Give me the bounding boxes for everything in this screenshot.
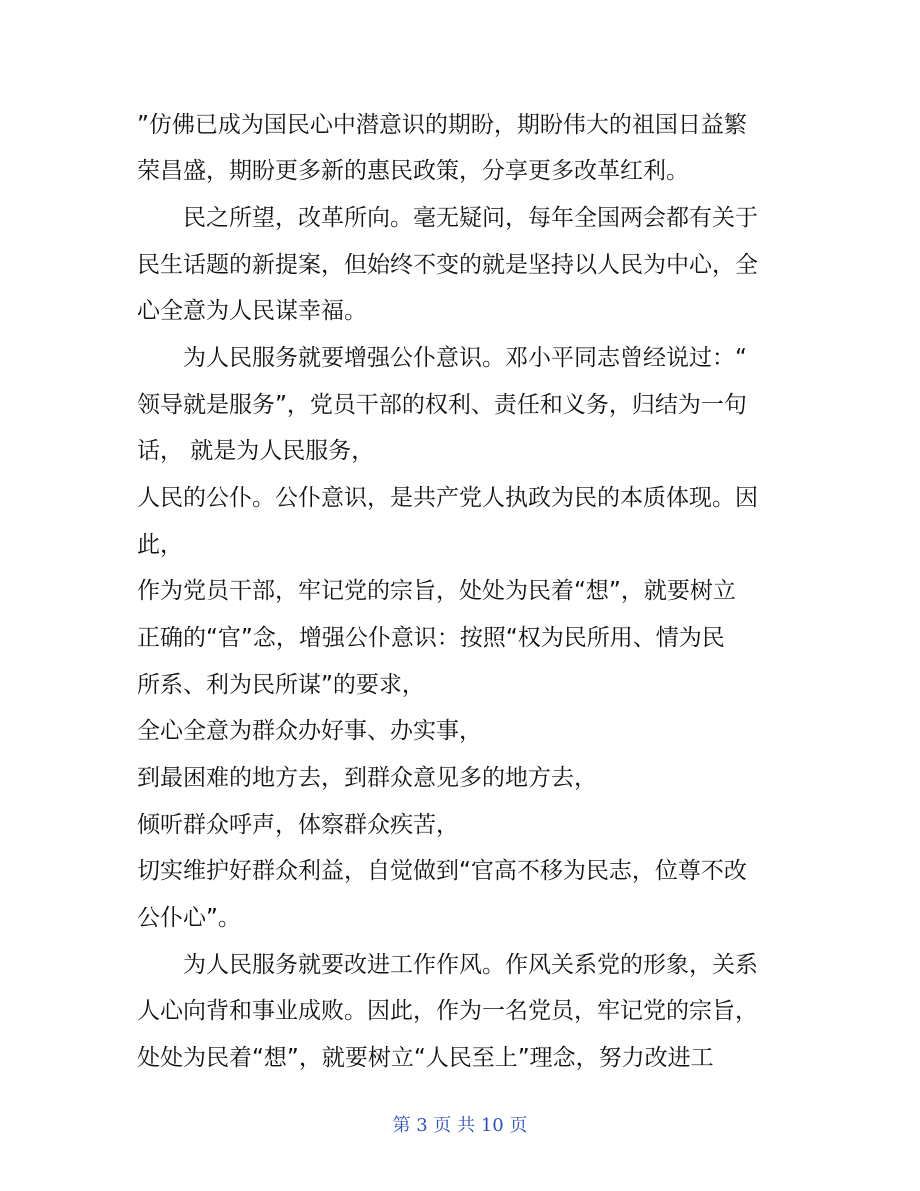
text-line: 公仆心”。 xyxy=(137,905,241,931)
text-line: ”仿佛已成为国民心中潜意识的期盼，期盼伟大的祖国日益繁 xyxy=(137,112,747,138)
text-line: 正确的“官”念，增强公仆意识：按照“权为民所用、情为民 xyxy=(137,625,725,651)
text-line: 此， xyxy=(137,532,183,558)
text-line: 人民的公仆。公仆意识，是共产党人执政为民的本质体现。因 xyxy=(137,485,758,511)
text-line: 处处为民着“想”，就要树立“人民至上”理念，努力改进工 xyxy=(137,1045,714,1071)
page-number-footer: 第 3 页 共 10 页 xyxy=(392,1115,528,1136)
text-line: 所系、利为民所谋”的要求， xyxy=(137,672,425,698)
text-line: 领导就是服务”，党员干部的权利、责任和义务，归结为一句 xyxy=(137,392,747,418)
text-line-paragraph-start: 为人民服务就要改进工作作风。作风关系党的形象，关系 xyxy=(183,952,758,978)
text-line: 荣昌盛，期盼更多新的惠民政策，分享更多改革红利。 xyxy=(137,158,689,184)
text-line: 作为党员干部，牢记党的宗旨，处处为民着“想”，就要树立 xyxy=(137,578,736,604)
text-line: 到最困难的地方去，到群众意见多的地方去， xyxy=(137,765,597,791)
text-line-paragraph-start: 为人民服务就要增强公仆意识。邓小平同志曾经说过：“ xyxy=(183,345,747,371)
text-line: 全心全意为群众办好事、办实事， xyxy=(137,718,482,744)
text-line: 人心向背和事业成败。因此，作为一名党员，牢记党的宗旨， xyxy=(137,998,758,1024)
text-line: 切实维护好群众利益，自觉做到“官高不移为民志，位尊不改 xyxy=(137,858,747,884)
text-line: 话， 就是为人民服务， xyxy=(137,438,375,464)
text-line: 倾听群众呼声，体察群众疾苦， xyxy=(137,812,459,838)
text-line: 民生话题的新提案，但始终不变的就是坚持以人民为中心，全 xyxy=(137,252,758,278)
text-line: 心全意为人民谋幸福。 xyxy=(137,298,367,324)
text-line-paragraph-start: 民之所望，改革所向。毫无疑问，每年全国两会都有关于 xyxy=(183,205,758,231)
